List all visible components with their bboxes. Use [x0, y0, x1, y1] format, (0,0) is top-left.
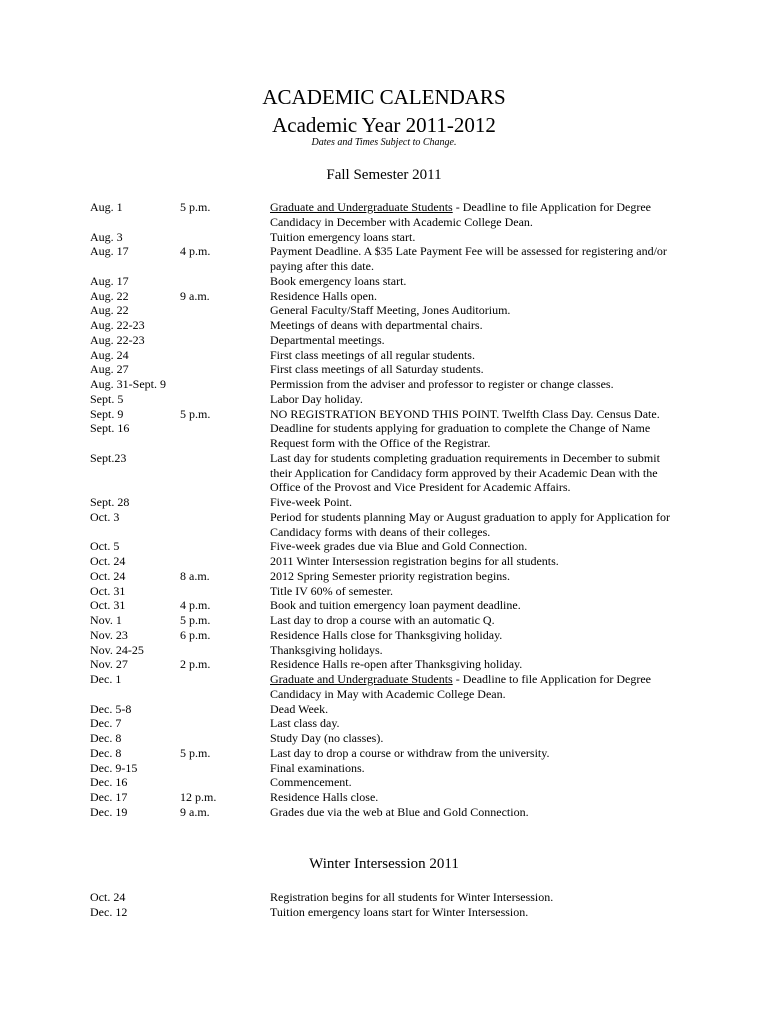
event-time: 5 p.m. [180, 406, 211, 421]
event-description [270, 244, 680, 274]
event-description [270, 421, 680, 451]
calendar-row [90, 289, 690, 304]
event-date: Sept. 9 [90, 406, 124, 421]
event-date: Dec. 16 [90, 775, 128, 790]
fall-semester-table [90, 200, 690, 820]
event-description [270, 584, 680, 599]
calendar-row [90, 392, 690, 407]
event-description [270, 569, 680, 584]
event-text: General Faculty/Staff Meeting, Jones Auditorium. [270, 303, 511, 318]
calendar-row [90, 598, 690, 613]
event-description [270, 510, 680, 540]
event-time: 4 p.m. [180, 244, 211, 259]
event-date: Nov. 23 [90, 627, 128, 642]
event-text: 2011 Winter Intersession registration begins for all students. [270, 554, 559, 568]
event-description [270, 554, 680, 569]
event-text: Deadline for students applying for graduation to complete the Change of Name Request form with the Office of the Registrar. [270, 421, 651, 450]
event-description [270, 746, 680, 761]
event-text: Study Day (no classes). [270, 731, 384, 745]
event-description [270, 451, 680, 495]
event-description [270, 702, 680, 717]
event-audience: Graduate and Undergraduate Students [270, 672, 453, 686]
event-date: Sept.23 [90, 450, 127, 465]
document-subtitle: Academic Year 2011-2012 [272, 113, 496, 137]
calendar-row [90, 451, 690, 495]
event-date: Dec. 1 [90, 672, 122, 686]
event-description [270, 672, 680, 702]
event-description [270, 905, 680, 920]
event-text: First class meetings of all regular students. [270, 347, 475, 362]
event-time: 4 p.m. [180, 598, 211, 613]
event-date: Dec. 7 [90, 716, 122, 731]
event-date: Oct. 31 [90, 598, 126, 613]
calendar-row [90, 905, 690, 920]
calendar-row [90, 377, 690, 392]
calendar-row [90, 569, 690, 584]
calendar-row [90, 407, 690, 422]
event-time: 6 p.m. [180, 627, 211, 642]
event-date: Oct. 24 [90, 890, 126, 904]
event-time: 5 p.m. [180, 613, 211, 627]
event-text: Five-week grades due via Blue and Gold Connection. [270, 539, 528, 554]
event-audience: Graduate and Undergraduate Students [270, 200, 453, 214]
event-date: Nov. 24-25 [90, 642, 144, 657]
event-description [270, 731, 680, 746]
event-date: Aug. 1 [90, 200, 123, 214]
event-text: Final examinations. [270, 760, 365, 775]
calendar-row [90, 890, 690, 905]
event-text: Permission from the adviser and professor to register or change classes. [270, 377, 614, 391]
event-date: Aug. 24 [90, 347, 129, 362]
winter-intersession-heading: Winter Intersession 2011 [309, 856, 459, 872]
calendar-row [90, 510, 690, 540]
calendar-row [90, 274, 690, 289]
calendar-row [90, 230, 690, 245]
event-text: Residence Halls open. [270, 288, 377, 303]
event-description [270, 230, 680, 245]
calendar-row [90, 628, 690, 643]
event-text: Payment Deadline. A $35 Late Payment Fee will be assessed for registering and/or paying after this date. [270, 244, 667, 273]
winter-intersession-table [90, 890, 690, 920]
event-description [270, 613, 680, 628]
event-description [270, 200, 680, 230]
calendar-row [90, 495, 690, 510]
calendar-row [90, 775, 690, 790]
event-date: Aug. 22-23 [90, 332, 145, 347]
event-description [270, 407, 680, 422]
event-text: Thanksgiving holidays. [270, 642, 383, 657]
event-description [270, 495, 680, 510]
calendar-row [90, 200, 690, 230]
disclaimer-note: Dates and Times Subject to Change. [311, 137, 457, 148]
event-description [270, 274, 680, 289]
calendar-row [90, 348, 690, 363]
event-text: Residence Halls close for Thanksgiving holiday. [270, 627, 503, 642]
event-description [270, 303, 680, 318]
calendar-row [90, 613, 690, 628]
event-text: Departmental meetings. [270, 332, 385, 347]
event-description [270, 598, 680, 613]
event-text: Dead Week. [270, 701, 329, 716]
event-description [270, 805, 680, 820]
event-date: Sept. 5 [90, 391, 124, 406]
event-date: Nov. 1 [90, 613, 122, 627]
event-text: Book and tuition emergency loan payment deadline. [270, 598, 521, 613]
event-time: 8 a.m. [180, 568, 210, 583]
event-time: 9 a.m. [180, 288, 210, 303]
event-text: Tuition emergency loans start. [270, 229, 416, 244]
event-date: Sept. 28 [90, 495, 130, 509]
calendar-row [90, 539, 690, 554]
event-text: Last day for students completing graduation requirements in December to submit their Application for Candidacy form approved by their Academic Dean with the Office of the Provost and Vice President for Academic Affairs. [270, 450, 660, 495]
event-description [270, 657, 680, 672]
event-date: Dec. 5-8 [90, 701, 132, 716]
event-text: Labor Day holiday. [270, 391, 363, 406]
event-description [270, 348, 680, 363]
event-text: 2012 Spring Semester priority registration begins. [270, 568, 510, 583]
event-text: Last day to drop a course with an automatic Q. [270, 613, 495, 627]
event-text: Residence Halls re-open after Thanksgiving holiday. [270, 657, 523, 672]
event-date: Dec. 9-15 [90, 760, 138, 775]
calendar-row [90, 244, 690, 274]
event-text: Commencement. [270, 775, 352, 790]
event-text: Period for students planning May or August graduation to apply for Application for Candidacy forms with deans of their colleges. [270, 509, 670, 539]
calendar-row [90, 746, 690, 761]
calendar-row [90, 643, 690, 658]
calendar-row [90, 761, 690, 776]
event-description [270, 318, 680, 333]
event-date: Aug. 31-Sept. 9 [90, 377, 166, 391]
calendar-row [90, 333, 690, 348]
calendar-row [90, 790, 690, 805]
event-text: - Deadline to file Application for Degree Candidacy in December with Academic College Dean. [270, 200, 651, 229]
calendar-row [90, 716, 690, 731]
event-text: Title IV 60% of semester. [270, 583, 393, 598]
event-date: Oct. 24 [90, 568, 126, 583]
calendar-row [90, 672, 690, 702]
event-text: Book emergency loans start. [270, 273, 407, 288]
event-description [270, 392, 680, 407]
event-description [270, 377, 680, 392]
event-date: Dec. 17 [90, 790, 128, 804]
event-text: Grades due via the web at Blue and Gold Connection. [270, 804, 529, 819]
event-date: Oct. 24 [90, 554, 126, 568]
event-time: 5 p.m. [180, 200, 211, 214]
document-title: ACADEMIC CALENDARS [262, 85, 506, 109]
event-text: - Deadline to file Application for Degree Candidacy in May with Academic College Dean. [270, 672, 651, 701]
event-text: Meetings of deans with departmental chairs. [270, 318, 483, 332]
event-description [270, 643, 680, 658]
event-description [270, 716, 680, 731]
calendar-row [90, 702, 690, 717]
event-date: Dec. 12 [90, 904, 128, 919]
event-date: Aug. 17 [90, 273, 129, 288]
event-date: Sept. 16 [90, 421, 130, 436]
calendar-row [90, 362, 690, 377]
event-description [270, 761, 680, 776]
event-text: Last day to drop a course or withdraw from the university. [270, 745, 550, 760]
event-time: 9 a.m. [180, 804, 210, 819]
event-description [270, 362, 680, 377]
event-date: Dec. 19 [90, 804, 128, 819]
event-date: Oct. 5 [90, 539, 120, 554]
event-description [270, 289, 680, 304]
event-date: Aug. 22-23 [90, 318, 145, 332]
calendar-row [90, 421, 690, 451]
event-time: 5 p.m. [180, 745, 211, 760]
event-text: Tuition emergency loans start for Winter Intersession. [270, 904, 529, 919]
calendar-row [90, 805, 690, 820]
fall-semester-heading: Fall Semester 2011 [326, 167, 442, 183]
calendar-row [90, 731, 690, 746]
event-description [270, 333, 680, 348]
calendar-row [90, 318, 690, 333]
calendar-row [90, 303, 690, 318]
event-text: Registration begins for all students for Winter Intersession. [270, 890, 554, 904]
event-date: Aug. 3 [90, 229, 123, 244]
event-description [270, 890, 680, 905]
event-date: Aug. 17 [90, 244, 129, 259]
event-date: Dec. 8 [90, 731, 122, 745]
calendar-row [90, 584, 690, 599]
event-time: 12 p.m. [180, 790, 217, 804]
event-description [270, 628, 680, 643]
event-text: Residence Halls close. [270, 790, 379, 804]
event-text: NO REGISTRATION BEYOND THIS POINT. Twelfth Class Day. Census Date. [270, 406, 660, 421]
event-time: 2 p.m. [180, 657, 211, 672]
event-text: First class meetings of all Saturday students. [270, 362, 484, 377]
calendar-row [90, 554, 690, 569]
event-date: Nov. 27 [90, 657, 128, 672]
event-text: Last class day. [270, 716, 340, 731]
event-description [270, 539, 680, 554]
event-description [270, 775, 680, 790]
event-description [270, 790, 680, 805]
event-text: Five-week Point. [270, 495, 352, 509]
event-date: Aug. 22 [90, 288, 129, 303]
event-date: Aug. 22 [90, 303, 129, 318]
event-date: Oct. 3 [90, 509, 120, 524]
event-date: Oct. 31 [90, 583, 126, 598]
event-date: Dec. 8 [90, 745, 122, 760]
calendar-row [90, 657, 690, 672]
event-date: Aug. 27 [90, 362, 129, 377]
